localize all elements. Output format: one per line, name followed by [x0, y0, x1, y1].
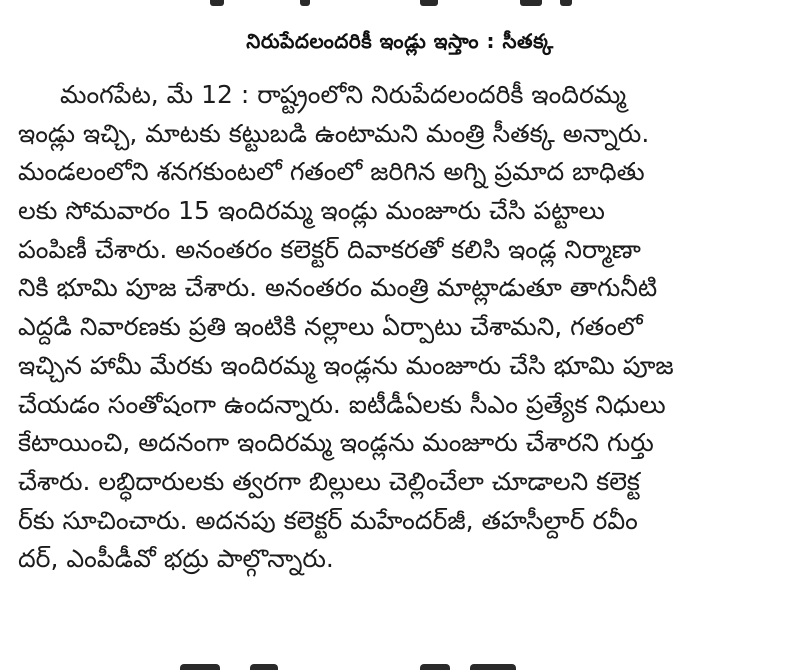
article-line: చేశారు. లబ్ధిదారులకు త్వరగా బిల్లులు చెల్లించేలా చూడాలని కలెక్ట: [18, 466, 640, 496]
text-fragment: [420, 664, 450, 670]
article-line: నికి భూమి పూజ చేశారు. అనంతరం మంత్రి మాట్లాడుతూ తాగునీటి: [18, 273, 658, 303]
article-headline: నిరుపేదలందరికీ ఇండ్లు ఇస్తాం : సీతక్క: [246, 29, 554, 53]
article-line: లకు సోమవారం 15 ఇందిరమ్మ ఇండ్లు మంజూరు చేసి పట్టాలు: [18, 196, 605, 226]
text-fragment: [210, 0, 224, 6]
cropped-next-headline: [0, 658, 800, 670]
article-line: కేటాయించి, అదనంగా ఇందిరమ్మ ఇండ్లను మంజూరు చేశారని గుర్తు: [18, 428, 654, 458]
article-line: దర్, ఎంపీడీవో భద్రు పాల్గొన్నారు.: [18, 544, 334, 574]
article-body: [18, 76, 793, 579]
text-fragment: [250, 664, 278, 670]
text-fragment: [300, 0, 310, 6]
text-fragment: [470, 664, 516, 670]
article-line: ఎద్దడి నివారణకు ప్రతి ఇంటికి నల్లాలు ఏర్పాటు చేశామని, గతంలో: [18, 312, 643, 342]
article-line: మంగపేట, మే 12 : రాష్ట్రంలోని నిరుపేదలందరికీ ఇందిరమ్మ: [60, 80, 627, 109]
cropped-previous-text: [0, 0, 800, 10]
text-fragment: [560, 0, 572, 6]
article-line: ర్‌కు సూచించారు. అదనపు కలెక్టర్ మహేందర్‌జీ, తహసీల్దార్ రవీం: [18, 505, 638, 535]
article-line: ఇండ్లు ఇచ్చి, మాటకు కట్టుబడి ఉంటామని మంత్రి సీతక్క అన్నారు.: [18, 118, 650, 148]
text-fragment: [420, 0, 438, 6]
text-fragment: [520, 0, 542, 6]
article-line: పంపిణీ చేశారు. అనంతరం కలెక్టర్ దివాకరతో కలిసి ఇండ్ల నిర్మాణా: [18, 234, 641, 264]
article-line: మండలంలోని శనగకుంటలో గతంలో జరిగిన అగ్ని ప్రమాద బాధితు: [18, 157, 645, 187]
article-line: చేయడం సంతోషంగా ఉందన్నారు. ఐటీడీఏలకు సీఎం ప్రత్యేక నిధులు: [18, 389, 666, 419]
article-line: ఇచ్చిన హామీ మేరకు ఇందిరమ్మ ఇండ్లను మంజూరు చేసి భూమి పూజ: [18, 350, 674, 380]
text-fragment: [180, 664, 220, 670]
